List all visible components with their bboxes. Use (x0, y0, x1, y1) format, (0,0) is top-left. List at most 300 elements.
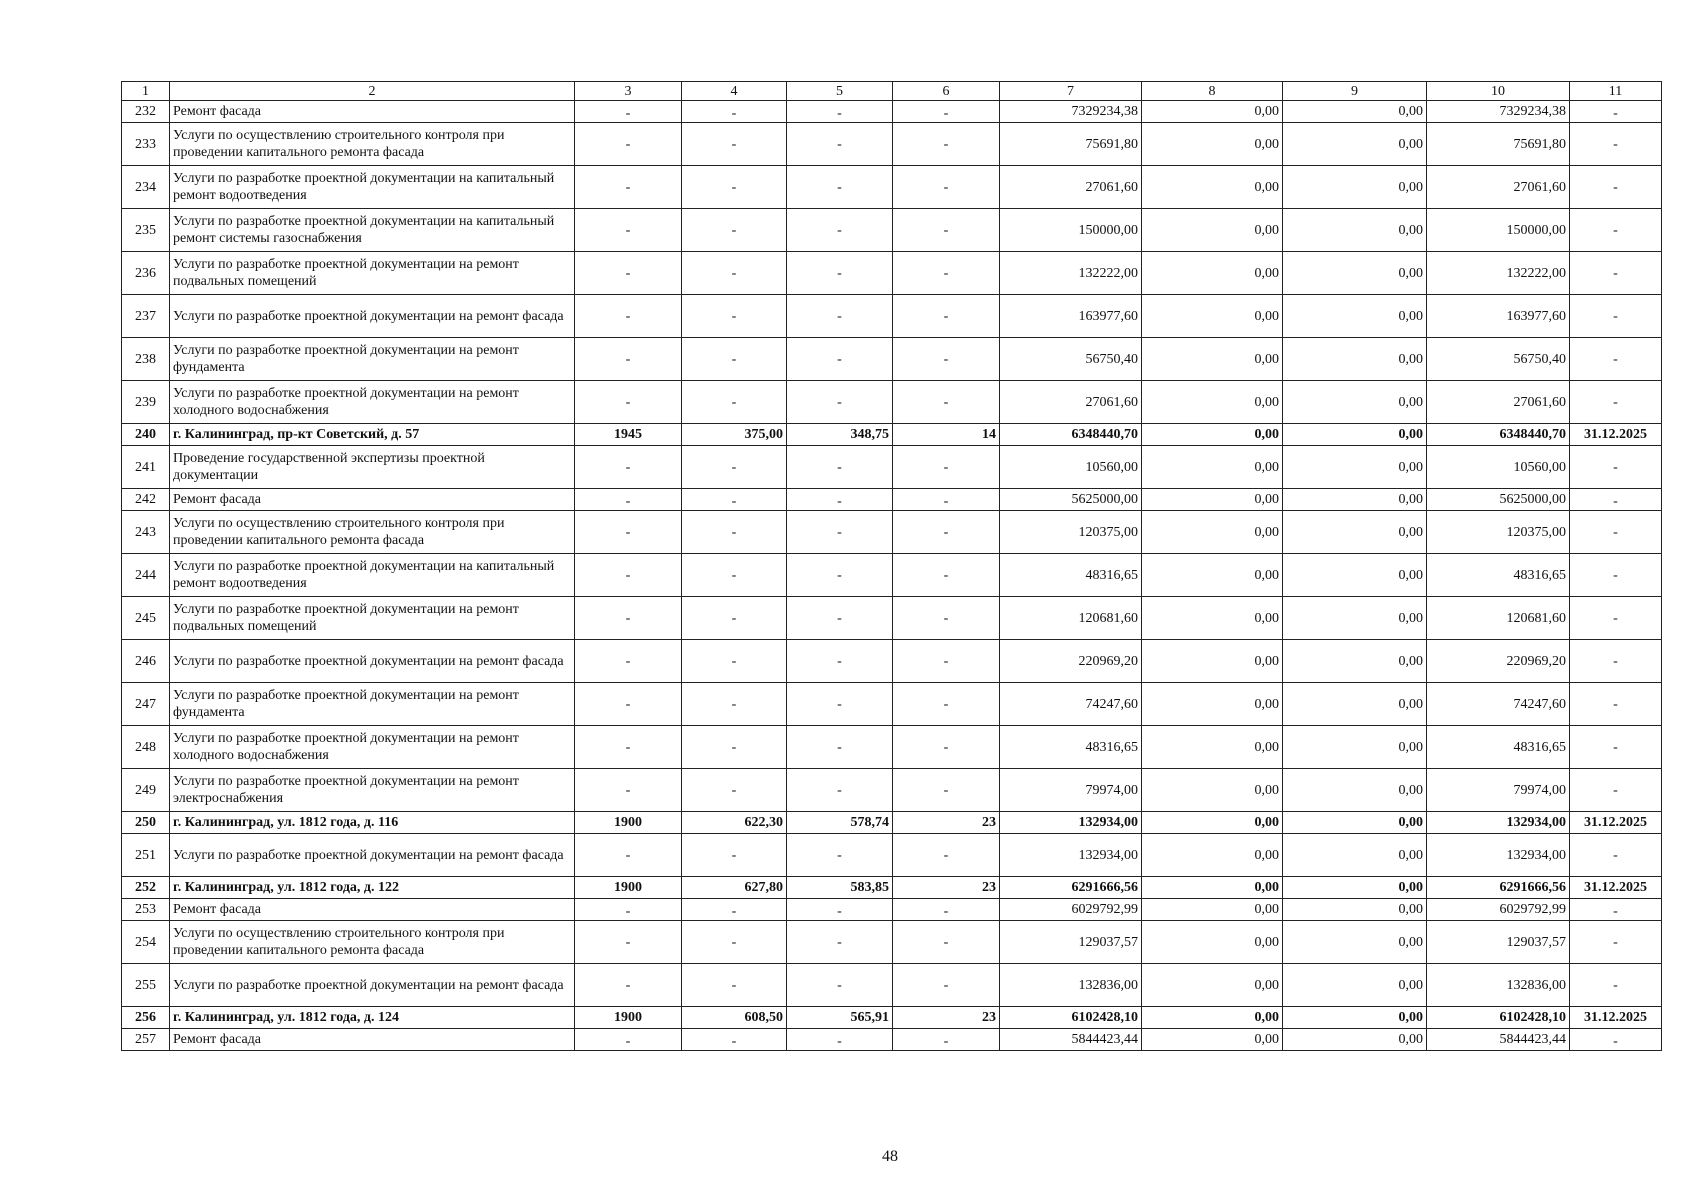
col-8-cell: 0,00 (1142, 511, 1283, 554)
col-3-cell: - (575, 597, 682, 640)
col-6-cell: - (893, 166, 1000, 209)
work-description-cell: Услуги по разработке проектной документации на ремонт фасада (170, 964, 575, 1007)
col-6-cell: - (893, 554, 1000, 597)
col-11-cell: - (1570, 511, 1662, 554)
col-10-cell: 5844423,44 (1427, 1029, 1570, 1051)
col-9-cell: 0,00 (1283, 489, 1427, 511)
col-3-cell: - (575, 446, 682, 489)
col-7-cell: 163977,60 (1000, 295, 1142, 338)
col-10-cell: 56750,40 (1427, 338, 1570, 381)
col-5-cell: - (787, 597, 893, 640)
col-5-cell: - (787, 899, 893, 921)
col-5-cell: - (787, 166, 893, 209)
table-row (122, 834, 1662, 877)
col-5-cell: 565,91 (787, 1007, 893, 1029)
col-3-cell: 1900 (575, 1007, 682, 1029)
table-row (122, 511, 1662, 554)
header-cell: 4 (682, 82, 787, 101)
col-3-cell: 1900 (575, 877, 682, 899)
col-3-cell: - (575, 511, 682, 554)
col-5-cell: - (787, 726, 893, 769)
col-3-cell: - (575, 834, 682, 877)
col-9-cell: 0,00 (1283, 295, 1427, 338)
work-description-cell: Услуги по разработке проектной документации на ремонт подвальных помещений (170, 597, 575, 640)
col-6-cell: - (893, 726, 1000, 769)
row-number-cell: 243 (122, 511, 170, 554)
col-6-cell: - (893, 511, 1000, 554)
table-row (122, 209, 1662, 252)
row-number-cell: 253 (122, 899, 170, 921)
col-8-cell: 0,00 (1142, 812, 1283, 834)
table-row (122, 1007, 1662, 1029)
header-cell: 5 (787, 82, 893, 101)
col-5-cell: - (787, 640, 893, 683)
col-6-cell: - (893, 597, 1000, 640)
col-4-cell: 375,00 (682, 424, 787, 446)
col-7-cell: 120681,60 (1000, 597, 1142, 640)
col-7-cell: 120375,00 (1000, 511, 1142, 554)
col-11-cell: - (1570, 338, 1662, 381)
table-row (122, 554, 1662, 597)
row-number-cell: 237 (122, 295, 170, 338)
col-9-cell: 0,00 (1283, 209, 1427, 252)
col-11-cell: - (1570, 683, 1662, 726)
col-4-cell: - (682, 101, 787, 123)
col-4-cell: - (682, 123, 787, 166)
table-row (122, 769, 1662, 812)
col-6-cell: - (893, 209, 1000, 252)
col-3-cell: - (575, 338, 682, 381)
col-4-cell: - (682, 834, 787, 877)
col-4-cell: 622,30 (682, 812, 787, 834)
table-row (122, 921, 1662, 964)
col-4-cell: - (682, 446, 787, 489)
col-9-cell: 0,00 (1283, 1029, 1427, 1051)
col-8-cell: 0,00 (1142, 769, 1283, 812)
col-4-cell: - (682, 640, 787, 683)
col-10-cell: 163977,60 (1427, 295, 1570, 338)
col-11-cell: - (1570, 964, 1662, 1007)
col-5-cell: - (787, 381, 893, 424)
col-3-cell: - (575, 769, 682, 812)
col-7-cell: 10560,00 (1000, 446, 1142, 489)
col-11-cell: 31.12.2025 (1570, 812, 1662, 834)
table-row (122, 877, 1662, 899)
header-row (122, 82, 1662, 101)
row-number-cell: 246 (122, 640, 170, 683)
col-4-cell: - (682, 921, 787, 964)
col-8-cell: 0,00 (1142, 640, 1283, 683)
col-5-cell: - (787, 921, 893, 964)
col-3-cell: - (575, 899, 682, 921)
col-9-cell: 0,00 (1283, 123, 1427, 166)
col-10-cell: 48316,65 (1427, 554, 1570, 597)
header-cell: 11 (1570, 82, 1662, 101)
col-11-cell: - (1570, 101, 1662, 123)
col-6-cell: - (893, 381, 1000, 424)
col-9-cell: 0,00 (1283, 424, 1427, 446)
col-4-cell: - (682, 597, 787, 640)
col-8-cell: 0,00 (1142, 123, 1283, 166)
col-6-cell: - (893, 101, 1000, 123)
col-11-cell: 31.12.2025 (1570, 877, 1662, 899)
col-4-cell: - (682, 166, 787, 209)
table-row (122, 640, 1662, 683)
col-7-cell: 132222,00 (1000, 252, 1142, 295)
table-row (122, 338, 1662, 381)
col-7-cell: 132934,00 (1000, 812, 1142, 834)
col-4-cell: - (682, 338, 787, 381)
table-row (122, 424, 1662, 446)
col-5-cell: - (787, 252, 893, 295)
work-description-cell: Услуги по разработке проектной документации на капитальный ремонт водоотведения (170, 166, 575, 209)
header-cell: 8 (1142, 82, 1283, 101)
col-7-cell: 6291666,56 (1000, 877, 1142, 899)
col-6-cell: - (893, 338, 1000, 381)
col-4-cell: - (682, 769, 787, 812)
col-8-cell: 0,00 (1142, 834, 1283, 877)
col-10-cell: 6102428,10 (1427, 1007, 1570, 1029)
col-9-cell: 0,00 (1283, 877, 1427, 899)
header-cell: 2 (170, 82, 575, 101)
col-9-cell: 0,00 (1283, 812, 1427, 834)
work-description-cell: Услуги по разработке проектной документации на ремонт фундамента (170, 338, 575, 381)
col-8-cell: 0,00 (1142, 209, 1283, 252)
col-9-cell: 0,00 (1283, 446, 1427, 489)
col-4-cell: 608,50 (682, 1007, 787, 1029)
col-5-cell: - (787, 101, 893, 123)
col-3-cell: - (575, 683, 682, 726)
col-7-cell: 6029792,99 (1000, 899, 1142, 921)
col-7-cell: 5625000,00 (1000, 489, 1142, 511)
row-number-cell: 254 (122, 921, 170, 964)
col-9-cell: 0,00 (1283, 683, 1427, 726)
col-6-cell: - (893, 921, 1000, 964)
col-6-cell: - (893, 295, 1000, 338)
col-8-cell: 0,00 (1142, 1029, 1283, 1051)
col-8-cell: 0,00 (1142, 489, 1283, 511)
col-7-cell: 56750,40 (1000, 338, 1142, 381)
row-number-cell: 247 (122, 683, 170, 726)
col-11-cell: - (1570, 446, 1662, 489)
col-10-cell: 48316,65 (1427, 726, 1570, 769)
col-4-cell: - (682, 964, 787, 1007)
col-11-cell: - (1570, 209, 1662, 252)
col-10-cell: 132934,00 (1427, 812, 1570, 834)
work-description-cell: Ремонт фасада (170, 101, 575, 123)
col-11-cell: - (1570, 1029, 1662, 1051)
col-8-cell: 0,00 (1142, 921, 1283, 964)
col-8-cell: 0,00 (1142, 295, 1283, 338)
col-11-cell: - (1570, 295, 1662, 338)
col-4-cell: - (682, 1029, 787, 1051)
col-11-cell: - (1570, 252, 1662, 295)
work-description-cell: Услуги по разработке проектной документации на ремонт электроснабжения (170, 769, 575, 812)
col-9-cell: 0,00 (1283, 1007, 1427, 1029)
col-5-cell: - (787, 511, 893, 554)
col-7-cell: 150000,00 (1000, 209, 1142, 252)
row-number-cell: 255 (122, 964, 170, 1007)
col-6-cell: 23 (893, 1007, 1000, 1029)
col-6-cell: - (893, 899, 1000, 921)
col-9-cell: 0,00 (1283, 964, 1427, 1007)
row-number-cell: 234 (122, 166, 170, 209)
col-6-cell: - (893, 683, 1000, 726)
col-7-cell: 75691,80 (1000, 123, 1142, 166)
col-9-cell: 0,00 (1283, 338, 1427, 381)
work-description-cell: Услуги по разработке проектной документации на капитальный ремонт водоотведения (170, 554, 575, 597)
col-9-cell: 0,00 (1283, 511, 1427, 554)
col-10-cell: 129037,57 (1427, 921, 1570, 964)
col-5-cell: - (787, 295, 893, 338)
table-row (122, 123, 1662, 166)
col-5-cell: - (787, 209, 893, 252)
work-description-cell: Услуги по осуществлению строительного контроля при проведении капитального ремонта фасада (170, 123, 575, 166)
table-row (122, 899, 1662, 921)
col-11-cell: - (1570, 834, 1662, 877)
col-6-cell: - (893, 834, 1000, 877)
row-number-cell: 257 (122, 1029, 170, 1051)
col-11-cell: - (1570, 489, 1662, 511)
col-10-cell: 220969,20 (1427, 640, 1570, 683)
table-row (122, 295, 1662, 338)
col-8-cell: 0,00 (1142, 554, 1283, 597)
col-9-cell: 0,00 (1283, 921, 1427, 964)
col-10-cell: 7329234,38 (1427, 101, 1570, 123)
work-description-cell: Услуги по разработке проектной документации на ремонт фундамента (170, 683, 575, 726)
col-6-cell: - (893, 446, 1000, 489)
row-number-cell: 233 (122, 123, 170, 166)
col-6-cell: - (893, 489, 1000, 511)
row-number-cell: 232 (122, 101, 170, 123)
row-number-cell: 241 (122, 446, 170, 489)
col-3-cell: - (575, 123, 682, 166)
col-10-cell: 27061,60 (1427, 381, 1570, 424)
col-5-cell: - (787, 1029, 893, 1051)
col-3-cell: - (575, 252, 682, 295)
table-row (122, 1029, 1662, 1051)
col-9-cell: 0,00 (1283, 381, 1427, 424)
col-11-cell: - (1570, 166, 1662, 209)
table-row (122, 252, 1662, 295)
col-4-cell: - (682, 295, 787, 338)
col-5-cell: - (787, 554, 893, 597)
col-3-cell: - (575, 209, 682, 252)
col-8-cell: 0,00 (1142, 964, 1283, 1007)
work-description-cell: Ремонт фасада (170, 899, 575, 921)
col-3-cell: - (575, 489, 682, 511)
col-7-cell: 74247,60 (1000, 683, 1142, 726)
col-9-cell: 0,00 (1283, 899, 1427, 921)
col-9-cell: 0,00 (1283, 640, 1427, 683)
col-8-cell: 0,00 (1142, 1007, 1283, 1029)
work-description-cell: Услуги по разработке проектной документации на ремонт фасада (170, 834, 575, 877)
table-row (122, 381, 1662, 424)
col-11-cell: - (1570, 554, 1662, 597)
col-9-cell: 0,00 (1283, 554, 1427, 597)
col-3-cell: - (575, 554, 682, 597)
col-10-cell: 120681,60 (1427, 597, 1570, 640)
col-5-cell: - (787, 489, 893, 511)
row-number-cell: 239 (122, 381, 170, 424)
col-10-cell: 120375,00 (1427, 511, 1570, 554)
col-5-cell: - (787, 338, 893, 381)
col-3-cell: - (575, 101, 682, 123)
row-number-cell: 240 (122, 424, 170, 446)
col-11-cell: - (1570, 921, 1662, 964)
col-3-cell: - (575, 726, 682, 769)
col-11-cell: - (1570, 899, 1662, 921)
work-description-cell: г. Калининград, ул. 1812 года, д. 122 (170, 877, 575, 899)
col-11-cell: 31.12.2025 (1570, 424, 1662, 446)
col-8-cell: 0,00 (1142, 424, 1283, 446)
col-10-cell: 10560,00 (1427, 446, 1570, 489)
work-description-cell: г. Калининград, пр-кт Советский, д. 57 (170, 424, 575, 446)
work-description-cell: Услуги по осуществлению строительного контроля при проведении капитального ремонта фасада (170, 921, 575, 964)
col-10-cell: 132836,00 (1427, 964, 1570, 1007)
row-number-cell: 244 (122, 554, 170, 597)
row-number-cell: 252 (122, 877, 170, 899)
col-3-cell: 1945 (575, 424, 682, 446)
col-7-cell: 48316,65 (1000, 726, 1142, 769)
row-number-cell: 251 (122, 834, 170, 877)
col-8-cell: 0,00 (1142, 597, 1283, 640)
col-10-cell: 75691,80 (1427, 123, 1570, 166)
col-11-cell: - (1570, 769, 1662, 812)
work-description-cell: Услуги по разработке проектной документации на ремонт холодного водоснабжения (170, 726, 575, 769)
col-3-cell: 1900 (575, 812, 682, 834)
col-10-cell: 132934,00 (1427, 834, 1570, 877)
col-5-cell: - (787, 964, 893, 1007)
table-row (122, 101, 1662, 123)
work-description-cell: г. Калининград, ул. 1812 года, д. 116 (170, 812, 575, 834)
col-5-cell: - (787, 683, 893, 726)
col-7-cell: 79974,00 (1000, 769, 1142, 812)
col-6-cell: 23 (893, 877, 1000, 899)
col-3-cell: - (575, 295, 682, 338)
col-6-cell: - (893, 123, 1000, 166)
col-10-cell: 74247,60 (1427, 683, 1570, 726)
col-8-cell: 0,00 (1142, 899, 1283, 921)
col-4-cell: - (682, 726, 787, 769)
col-7-cell: 6348440,70 (1000, 424, 1142, 446)
work-description-cell: г. Калининград, ул. 1812 года, д. 124 (170, 1007, 575, 1029)
row-number-cell: 250 (122, 812, 170, 834)
col-3-cell: - (575, 381, 682, 424)
row-number-cell: 235 (122, 209, 170, 252)
work-description-cell: Проведение государственной экспертизы проектной документации (170, 446, 575, 489)
table-row (122, 597, 1662, 640)
capital-repair-table (121, 81, 1662, 1051)
col-5-cell: 348,75 (787, 424, 893, 446)
col-11-cell: - (1570, 726, 1662, 769)
col-3-cell: - (575, 1029, 682, 1051)
col-5-cell: - (787, 123, 893, 166)
table-row (122, 726, 1662, 769)
col-5-cell: - (787, 446, 893, 489)
col-10-cell: 27061,60 (1427, 166, 1570, 209)
col-6-cell: 23 (893, 812, 1000, 834)
col-4-cell: - (682, 489, 787, 511)
col-9-cell: 0,00 (1283, 726, 1427, 769)
work-description-cell: Услуги по разработке проектной документации на капитальный ремонт системы газоснабжения (170, 209, 575, 252)
col-9-cell: 0,00 (1283, 252, 1427, 295)
col-7-cell: 27061,60 (1000, 381, 1142, 424)
header-cell: 3 (575, 82, 682, 101)
col-7-cell: 27061,60 (1000, 166, 1142, 209)
col-9-cell: 0,00 (1283, 101, 1427, 123)
col-6-cell: 14 (893, 424, 1000, 446)
col-10-cell: 79974,00 (1427, 769, 1570, 812)
page-number: 48 (882, 1148, 898, 1165)
col-5-cell: 583,85 (787, 877, 893, 899)
row-number-cell: 236 (122, 252, 170, 295)
col-8-cell: 0,00 (1142, 683, 1283, 726)
col-8-cell: 0,00 (1142, 166, 1283, 209)
col-11-cell: - (1570, 640, 1662, 683)
row-number-cell: 238 (122, 338, 170, 381)
col-7-cell: 5844423,44 (1000, 1029, 1142, 1051)
col-4-cell: - (682, 554, 787, 597)
col-3-cell: - (575, 166, 682, 209)
col-8-cell: 0,00 (1142, 381, 1283, 424)
work-description-cell: Услуги по разработке проектной документации на ремонт фасада (170, 295, 575, 338)
header-cell: 10 (1427, 82, 1570, 101)
work-description-cell: Услуги по осуществлению строительного контроля при проведении капитального ремонта фасада (170, 511, 575, 554)
col-4-cell: - (682, 511, 787, 554)
col-3-cell: - (575, 921, 682, 964)
col-4-cell: 627,80 (682, 877, 787, 899)
col-8-cell: 0,00 (1142, 252, 1283, 295)
col-8-cell: 0,00 (1142, 877, 1283, 899)
col-8-cell: 0,00 (1142, 338, 1283, 381)
header-cell: 7 (1000, 82, 1142, 101)
col-7-cell: 129037,57 (1000, 921, 1142, 964)
work-description-cell: Услуги по разработке проектной документации на ремонт фасада (170, 640, 575, 683)
work-description-cell: Ремонт фасада (170, 489, 575, 511)
col-10-cell: 6348440,70 (1427, 424, 1570, 446)
col-11-cell: - (1570, 123, 1662, 166)
col-7-cell: 7329234,38 (1000, 101, 1142, 123)
col-11-cell: - (1570, 597, 1662, 640)
col-6-cell: - (893, 769, 1000, 812)
row-number-cell: 242 (122, 489, 170, 511)
table-row (122, 812, 1662, 834)
col-9-cell: 0,00 (1283, 597, 1427, 640)
col-9-cell: 0,00 (1283, 166, 1427, 209)
col-3-cell: - (575, 964, 682, 1007)
header-cell: 9 (1283, 82, 1427, 101)
table-row (122, 964, 1662, 1007)
table-row (122, 446, 1662, 489)
col-8-cell: 0,00 (1142, 101, 1283, 123)
header-cell: 1 (122, 82, 170, 101)
col-8-cell: 0,00 (1142, 726, 1283, 769)
col-9-cell: 0,00 (1283, 834, 1427, 877)
col-4-cell: - (682, 683, 787, 726)
col-7-cell: 132934,00 (1000, 834, 1142, 877)
col-10-cell: 150000,00 (1427, 209, 1570, 252)
table-row (122, 683, 1662, 726)
col-4-cell: - (682, 381, 787, 424)
col-5-cell: - (787, 834, 893, 877)
col-9-cell: 0,00 (1283, 769, 1427, 812)
row-number-cell: 245 (122, 597, 170, 640)
table-row (122, 166, 1662, 209)
col-5-cell: - (787, 769, 893, 812)
col-4-cell: - (682, 252, 787, 295)
work-description-cell: Услуги по разработке проектной документации на ремонт подвальных помещений (170, 252, 575, 295)
